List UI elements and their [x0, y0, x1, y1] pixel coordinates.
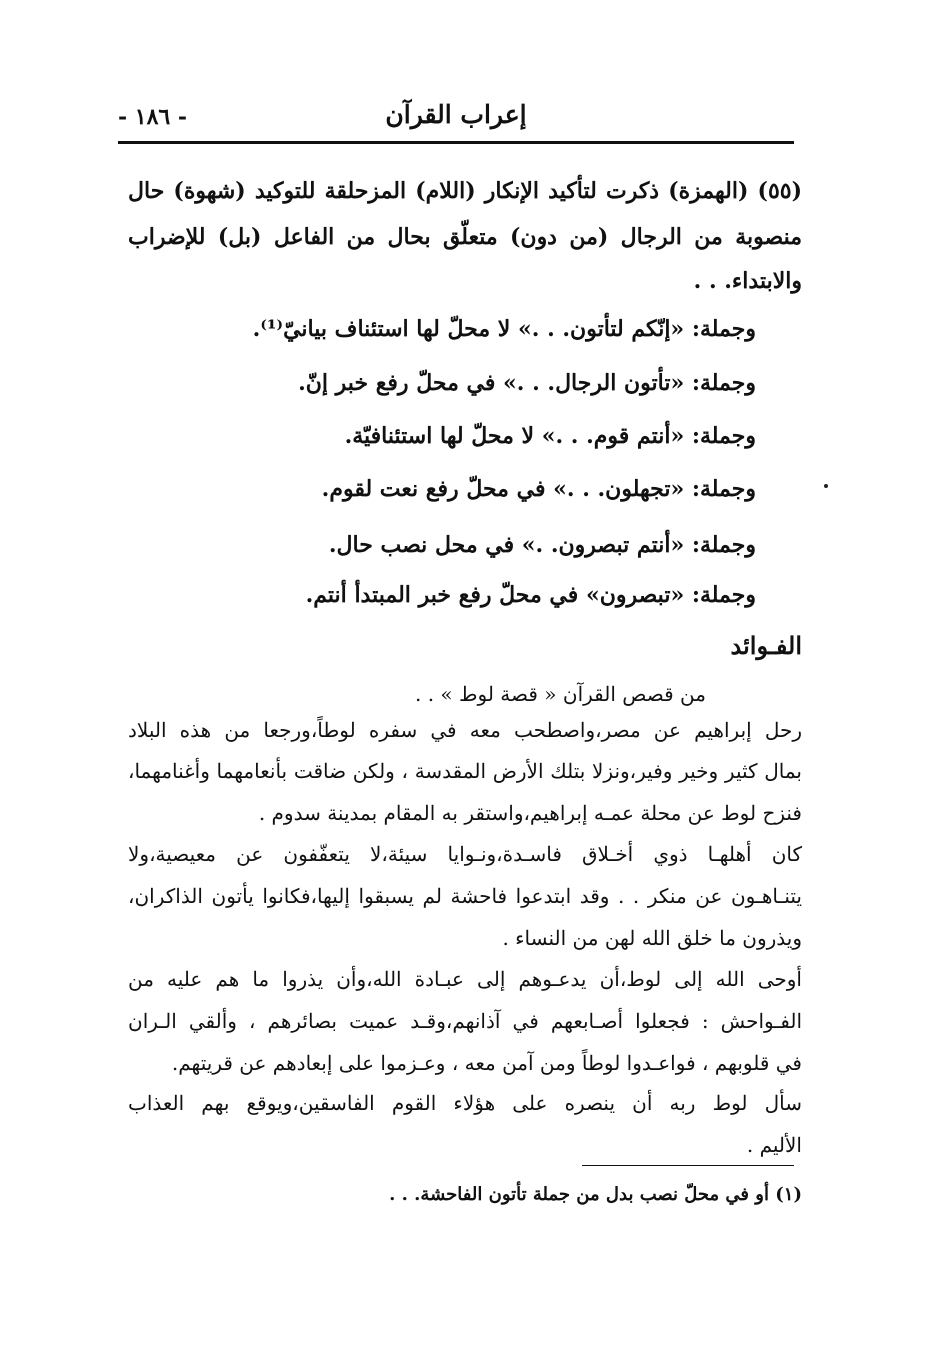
page-header: [118, 96, 794, 140]
paragraph-line: ويذرون ما خلق الله لهن من النساء .: [502, 926, 802, 950]
sentence-line: وجملة: «أنتم تبصرون. .» في محل نصب حال.: [328, 532, 756, 558]
intro-line: (٥٥) (الهمزة) ذكرت لتأكيد الإنكار (اللام) المزحلقة للتوكيد (شهوة) حال: [128, 178, 802, 204]
paragraph-line: الأليم .: [746, 1133, 802, 1157]
paragraph-line: كان أهلهـا ذوي أخـلاق فاسـدة،ونـوايا سيئة،لا يتعفّفون عن معيصية،ولا: [128, 842, 802, 866]
sentence-line: وجملة: «تبصرون» في محلّ رفع خبر المبتدأ أنتم.: [305, 582, 756, 608]
margin-dot: [824, 484, 828, 488]
section-heading: الفـوائد: [730, 631, 802, 660]
paragraph-line: بمال كثير وخير وفير،ونزلا بتلك الأرض المقدسة ، ولكن ضاقت بأنعامهما وأغنامهما،: [128, 759, 802, 783]
intro-line: والابتداء. . .: [693, 268, 802, 294]
paragraph-line: فنزح لوط عن محلة عمـه إبراهيم،واستقر به المقام بمدينة سدوم .: [258, 801, 802, 825]
page-number: - ١٨٦ -: [118, 104, 188, 130]
footnote: (١) أو في محلّ نصب بدل من جملة تأتون الفاحشة. . .: [389, 1184, 802, 1205]
paragraph-line: في قلوبهم ، فواعـدوا لوطاً ومن آمن معه ، وعـزموا على إبعادهم عن قريتهم.: [171, 1051, 802, 1075]
footnote-rule: [582, 1165, 794, 1166]
sentence-line: وجملة: «تجهلون. . .» في محلّ رفع نعت لقوم.: [321, 476, 756, 502]
paragraph-line: سأل لوط ربه أن ينصره على هؤلاء القوم الفاسقين،ويوقع بهم العذاب: [128, 1091, 802, 1115]
running-title: إعراب القرآن: [385, 100, 527, 129]
sentence-line: وجملة: «تأتون الرجال. . .» في محلّ رفع خبر إنّ.: [298, 370, 756, 396]
paragraph-line: الفـواحش : فجعلوا أصـابعهم في آذانهم،وقـد عميت بصائرهم ، وألقي الـران: [128, 1009, 802, 1033]
sentence-line: وجملة: «أنتم قوم. . .» لا محلّ لها استئنافيّة.: [344, 423, 756, 449]
section-subtitle: من قصص القرآن « قصة لوط » . .: [415, 682, 706, 706]
paragraph-line: رحل إبراهيم عن مصر،واصطحب معه في سفره لوطاً،ورجعا من هذه البلاد: [128, 718, 802, 742]
paragraph-line: أوحى الله إلى لوط،أن يدعـوهم إلى عبـادة الله،وأن يذروا ما هم عليه من: [128, 967, 802, 991]
paragraph-line: يتنـاهـون عن منكر . . وقد ابتدعوا فاحشة لم يسبقوا إليها،فكانوا يأتون الذاكران،: [128, 884, 802, 908]
sentence-line: وجملة: «إنّكم لتأتون. . .» لا محلّ لها استئناف بيانيّ⁽¹⁾.: [252, 316, 756, 342]
header-rule: [118, 141, 794, 144]
intro-line: منصوبة من الرجال (من دون) متعلّق بحال من الفاعل (بل) للإضراب: [128, 224, 802, 250]
